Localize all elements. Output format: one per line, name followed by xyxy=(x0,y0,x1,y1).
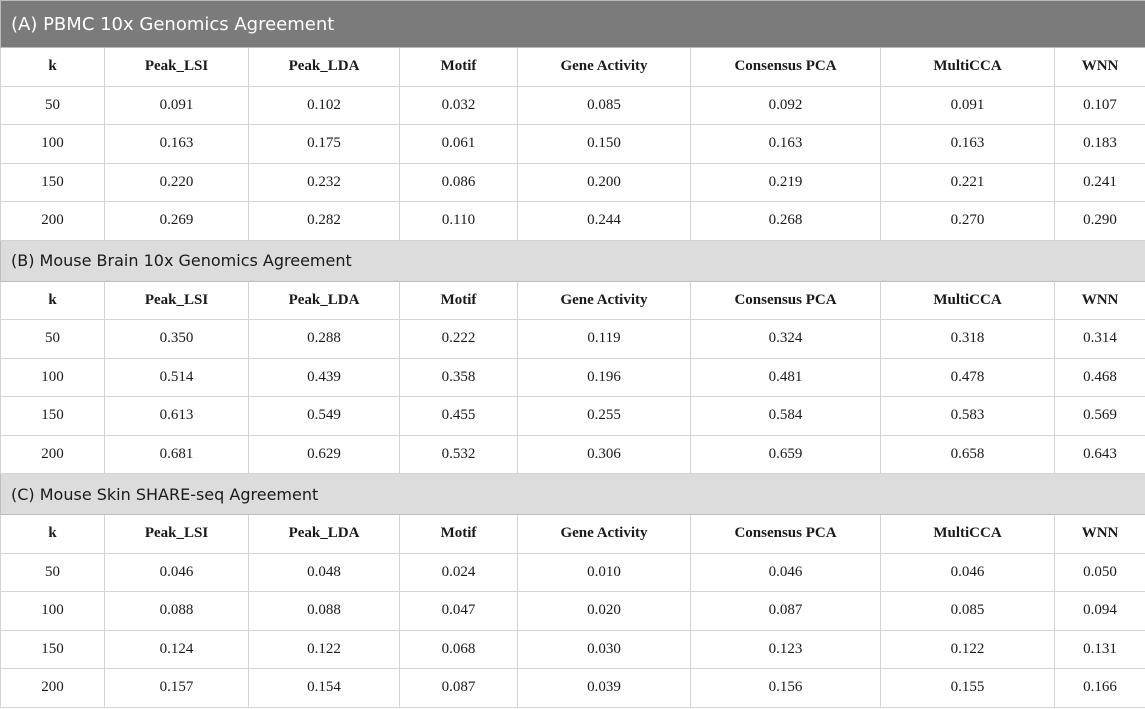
table-cell: 0.290 xyxy=(1055,202,1145,241)
table-row xyxy=(1,435,1145,474)
column-header: MultiCCA xyxy=(881,281,1055,320)
table-cell: 0.318 xyxy=(881,320,1055,359)
table-cell: 0.047 xyxy=(400,592,518,631)
k-value-cell: 50 xyxy=(1,553,105,592)
table-cell: 0.010 xyxy=(518,553,691,592)
table-cell: 0.549 xyxy=(249,397,400,436)
table-row xyxy=(1,630,1145,669)
table-cell: 0.061 xyxy=(400,125,518,164)
table-cell: 0.221 xyxy=(881,163,1055,202)
column-header: Motif xyxy=(400,281,518,320)
section-title-row xyxy=(1,474,1145,515)
column-header: Peak_LSI xyxy=(105,515,249,554)
k-value-cell: 150 xyxy=(1,630,105,669)
table-cell: 0.087 xyxy=(400,669,518,708)
k-value-cell: 50 xyxy=(1,86,105,125)
table-cell: 0.102 xyxy=(249,86,400,125)
table-cell: 0.088 xyxy=(249,592,400,631)
table-cell: 0.024 xyxy=(400,553,518,592)
table-cell: 0.122 xyxy=(249,630,400,669)
column-header: k xyxy=(1,515,105,554)
header-row xyxy=(1,48,1145,87)
column-header: k xyxy=(1,48,105,87)
k-value-cell: 100 xyxy=(1,125,105,164)
table-cell: 0.270 xyxy=(881,202,1055,241)
table-cell: 0.468 xyxy=(1055,358,1145,397)
k-value-cell: 100 xyxy=(1,592,105,631)
table-cell: 0.324 xyxy=(691,320,881,359)
k-value-cell: 200 xyxy=(1,669,105,708)
table-row xyxy=(1,125,1145,164)
table-cell: 0.092 xyxy=(691,86,881,125)
column-header: Peak_LSI xyxy=(105,48,249,87)
table-cell: 0.157 xyxy=(105,669,249,708)
table-cell: 0.583 xyxy=(881,397,1055,436)
table-cell: 0.241 xyxy=(1055,163,1145,202)
table-cell: 0.629 xyxy=(249,435,400,474)
table-cell: 0.232 xyxy=(249,163,400,202)
table-cell: 0.681 xyxy=(105,435,249,474)
table-cell: 0.288 xyxy=(249,320,400,359)
k-value-cell: 200 xyxy=(1,435,105,474)
table-cell: 0.220 xyxy=(105,163,249,202)
column-header: MultiCCA xyxy=(881,48,1055,87)
table-cell: 0.046 xyxy=(105,553,249,592)
column-header: Consensus PCA xyxy=(691,515,881,554)
table-cell: 0.268 xyxy=(691,202,881,241)
table-cell: 0.163 xyxy=(881,125,1055,164)
table-cell: 0.107 xyxy=(1055,86,1145,125)
column-header: Peak_LDA xyxy=(249,281,400,320)
table-cell: 0.122 xyxy=(881,630,1055,669)
table-cell: 0.068 xyxy=(400,630,518,669)
table-cell: 0.166 xyxy=(1055,669,1145,708)
k-value-cell: 150 xyxy=(1,397,105,436)
table-cell: 0.123 xyxy=(691,630,881,669)
table-cell: 0.155 xyxy=(881,669,1055,708)
table-cell: 0.269 xyxy=(105,202,249,241)
column-header: Motif xyxy=(400,515,518,554)
table-cell: 0.643 xyxy=(1055,435,1145,474)
table-cell: 0.481 xyxy=(691,358,881,397)
table-cell: 0.569 xyxy=(1055,397,1145,436)
table-cell: 0.119 xyxy=(518,320,691,359)
table-cell: 0.350 xyxy=(105,320,249,359)
table-cell: 0.046 xyxy=(691,553,881,592)
table-cell: 0.255 xyxy=(518,397,691,436)
table-cell: 0.154 xyxy=(249,669,400,708)
column-header: MultiCCA xyxy=(881,515,1055,554)
table-cell: 0.085 xyxy=(881,592,1055,631)
column-header: Peak_LSI xyxy=(105,281,249,320)
table-cell: 0.091 xyxy=(881,86,1055,125)
table-cell: 0.514 xyxy=(105,358,249,397)
table-cell: 0.110 xyxy=(400,202,518,241)
column-header: Motif xyxy=(400,48,518,87)
k-value-cell: 200 xyxy=(1,202,105,241)
column-header: Gene Activity xyxy=(518,48,691,87)
table-cell: 0.175 xyxy=(249,125,400,164)
column-header: WNN xyxy=(1055,515,1145,554)
table-cell: 0.358 xyxy=(400,358,518,397)
column-header: k xyxy=(1,281,105,320)
table-cell: 0.613 xyxy=(105,397,249,436)
table-cell: 0.085 xyxy=(518,86,691,125)
section-title: (B) Mouse Brain 10x Genomics Agreement xyxy=(1,240,1145,281)
table-cell: 0.219 xyxy=(691,163,881,202)
table-cell: 0.032 xyxy=(400,86,518,125)
section-title: (A) PBMC 10x Genomics Agreement xyxy=(1,1,1145,48)
table-cell: 0.658 xyxy=(881,435,1055,474)
table-cell: 0.196 xyxy=(518,358,691,397)
table-cell: 0.314 xyxy=(1055,320,1145,359)
table-row xyxy=(1,163,1145,202)
table-cell: 0.124 xyxy=(105,630,249,669)
section-title: (C) Mouse Skin SHARE-seq Agreement xyxy=(1,474,1145,515)
column-header: Consensus PCA xyxy=(691,281,881,320)
table-cell: 0.282 xyxy=(249,202,400,241)
k-value-cell: 50 xyxy=(1,320,105,359)
table-row xyxy=(1,553,1145,592)
column-header: Consensus PCA xyxy=(691,48,881,87)
header-row xyxy=(1,515,1145,554)
table-row xyxy=(1,669,1145,708)
table-row xyxy=(1,358,1145,397)
table-cell: 0.439 xyxy=(249,358,400,397)
table-cell: 0.046 xyxy=(881,553,1055,592)
table-cell: 0.150 xyxy=(518,125,691,164)
table-row xyxy=(1,86,1145,125)
table-cell: 0.163 xyxy=(691,125,881,164)
table-cell: 0.131 xyxy=(1055,630,1145,669)
table-cell: 0.048 xyxy=(249,553,400,592)
table-cell: 0.222 xyxy=(400,320,518,359)
k-value-cell: 100 xyxy=(1,358,105,397)
table-cell: 0.455 xyxy=(400,397,518,436)
table-cell: 0.050 xyxy=(1055,553,1145,592)
table-cell: 0.091 xyxy=(105,86,249,125)
k-value-cell: 150 xyxy=(1,163,105,202)
section-title-row xyxy=(1,240,1145,281)
column-header: Peak_LDA xyxy=(249,515,400,554)
table-cell: 0.306 xyxy=(518,435,691,474)
table-cell: 0.020 xyxy=(518,592,691,631)
section-title-row xyxy=(1,1,1145,48)
column-header: Gene Activity xyxy=(518,515,691,554)
column-header: WNN xyxy=(1055,48,1145,87)
table-cell: 0.156 xyxy=(691,669,881,708)
table-cell: 0.030 xyxy=(518,630,691,669)
column-header: Peak_LDA xyxy=(249,48,400,87)
table-row xyxy=(1,202,1145,241)
table-cell: 0.200 xyxy=(518,163,691,202)
table-row xyxy=(1,592,1145,631)
table-row xyxy=(1,397,1145,436)
table-cell: 0.087 xyxy=(691,592,881,631)
table-cell: 0.183 xyxy=(1055,125,1145,164)
header-row xyxy=(1,281,1145,320)
table-cell: 0.088 xyxy=(105,592,249,631)
column-header: WNN xyxy=(1055,281,1145,320)
table-cell: 0.163 xyxy=(105,125,249,164)
table-cell: 0.584 xyxy=(691,397,881,436)
table-cell: 0.094 xyxy=(1055,592,1145,631)
table-cell: 0.659 xyxy=(691,435,881,474)
table-cell: 0.532 xyxy=(400,435,518,474)
table-row xyxy=(1,320,1145,359)
table-cell: 0.244 xyxy=(518,202,691,241)
column-header: Gene Activity xyxy=(518,281,691,320)
table-cell: 0.039 xyxy=(518,669,691,708)
table-cell: 0.478 xyxy=(881,358,1055,397)
table-cell: 0.086 xyxy=(400,163,518,202)
